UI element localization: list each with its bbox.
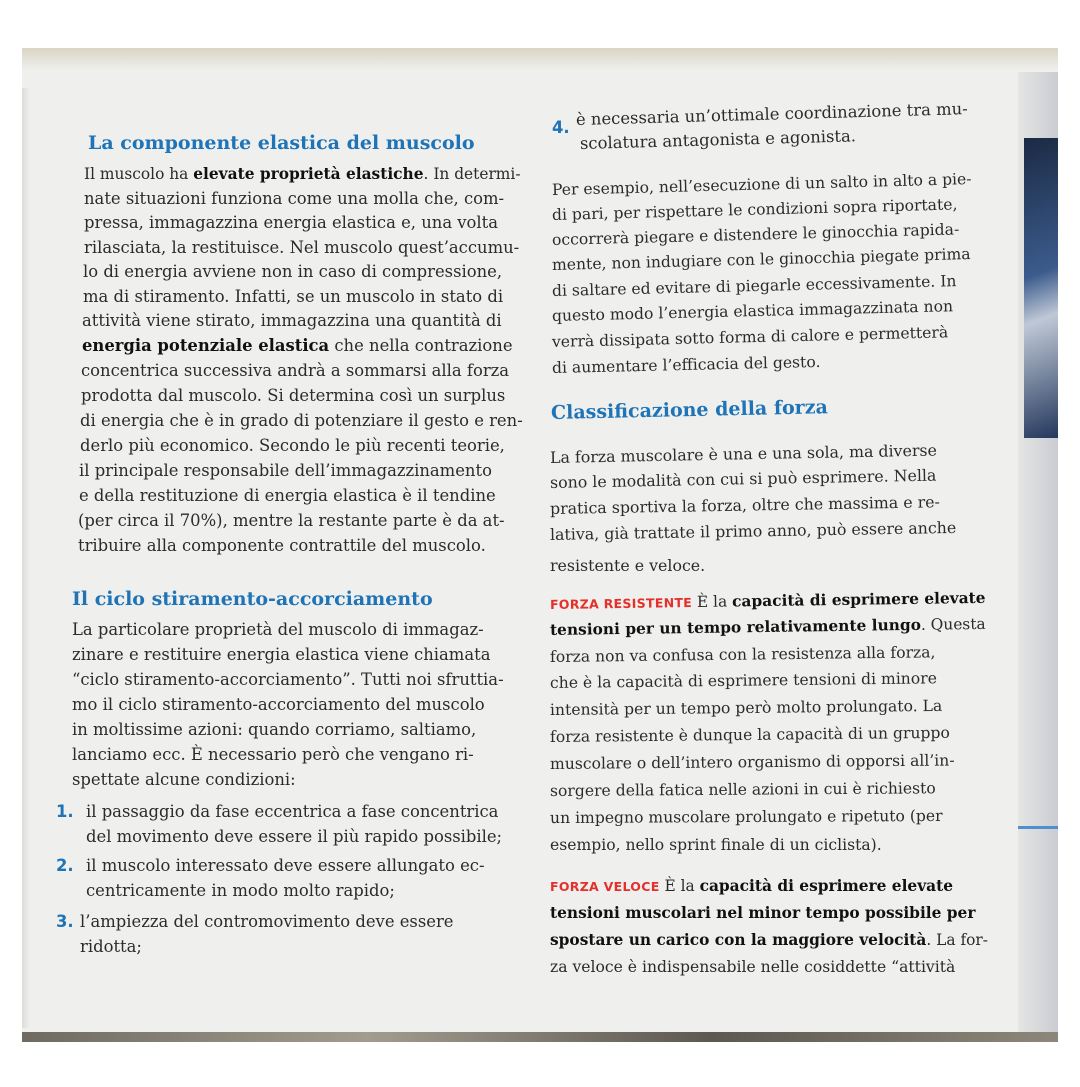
forza-veloce-line-3: za veloce è indispensabile nelle cosiddette “attività — [550, 958, 956, 976]
para1-line-7 — [82, 336, 513, 356]
page-bottom-strip — [22, 1032, 1058, 1042]
list-item-1-line-1: del movimento deve essere il più rapido possibile; — [86, 827, 503, 846]
para1-line-11: derlo più economico. Secondo le più recenti teorie, — [80, 436, 505, 455]
para3-line-0: La forza muscolare è una e una sola, ma diverse — [549, 440, 938, 467]
list-number-4: 4. — [552, 118, 570, 137]
para1-line-1: nate situazioni funziona come una molla che, com- — [84, 189, 505, 208]
para2-line-0: La particolare proprietà del muscolo di immagaz- — [72, 620, 484, 639]
para1-line-8: concentrica successiva andrà a sommarsi alla forza — [81, 361, 510, 380]
bold-span: tensioni muscolari nel minor tempo possibile per — [550, 904, 976, 922]
forza-resistente-line-4: intensità per un tempo però molto prolungato. La — [549, 696, 943, 719]
para2-line-2: “ciclo stiramento-accorciamento”. Tutti noi sfruttia- — [72, 670, 504, 689]
list-number-3: 3. — [56, 912, 74, 931]
list-item-3-line-0: l’ampiezza del contromovimento deve essere — [80, 912, 454, 931]
text-span: . La for- — [926, 931, 988, 949]
forza-veloce-line-0 — [550, 876, 953, 897]
example-line-2: occorrerà piegare e distendere le ginocchia rapida- — [551, 220, 960, 249]
bold-span: energia potenziale elastica — [82, 336, 330, 355]
bold-span: elevate proprietà elastiche — [193, 165, 424, 183]
example-line-0: Per esempio, nell’esecuzione di un salto in alto a pie- — [551, 170, 972, 199]
example-line-6: verrà dissipata sotto forma di calore e permetterà — [551, 323, 949, 351]
list-item-4-line-0: è necessaria un’ottimale coordinazione tra mu- — [575, 99, 968, 129]
forza-resistente-label: FORZA RESISTENTE — [549, 595, 693, 612]
list-item-1-line-0: il passaggio da fase eccentrica a fase concentrica — [86, 802, 499, 821]
para3-line-3: lativa, già trattate il primo anno, può essere anche — [549, 517, 957, 544]
forza-resistente-line-2: forza non va confusa con la resistenza alla forza, — [549, 643, 936, 666]
para1-line-6: attività viene stirato, immagazzina una quantità di — [82, 311, 502, 330]
para1-line-12: il principale responsabile dell’immagazzinamento — [79, 461, 492, 480]
text-span: . Questa — [920, 614, 986, 634]
para1-line-13: e della restituzione di energia elastica è il tendine — [79, 486, 496, 505]
text-span: Il muscolo ha — [84, 165, 194, 183]
forza-resistente-line-7: sorgere della fatica nelle azioni in cui è richiesto — [549, 779, 936, 800]
para3-line-2: pratica sportiva la forza, oltre che massima e re- — [549, 492, 941, 518]
list-item-3-line-1: ridotta; — [80, 937, 142, 956]
heading-classificazione-forza: Classificazione della forza — [550, 396, 829, 424]
example-line-3: mente, non indugiare con le ginocchia piegate prima — [551, 245, 971, 274]
bold-span: tensioni per un tempo relativamente lungo — [549, 615, 922, 639]
example-line-7: di aumentare l’efficacia del gesto. — [551, 352, 821, 377]
para3-line-1: sono le modalità con cui si può esprimere. Nella — [549, 465, 937, 492]
text-span: . In determi- — [423, 165, 521, 183]
text-span: È la — [659, 877, 700, 895]
para1-line-3: rilasciata, la restituisce. Nel muscolo quest’accumu- — [84, 238, 520, 257]
list-number-1: 1. — [56, 802, 74, 821]
para2-line-6: spettate alcune condizioni: — [72, 770, 296, 789]
heading-ciclo-stiramento: Il ciclo stiramento-accorciamento — [72, 588, 433, 610]
para1-line-0 — [84, 164, 521, 184]
list-item-2-line-0: il muscolo interessato deve essere allungato ec- — [86, 856, 485, 875]
para3-line-4: resistente e veloce. — [550, 556, 706, 575]
para1-line-9: prodotta dal muscolo. Si determina così un surplus — [81, 386, 506, 405]
list-item-4-line-1: scolatura antagonista e agonista. — [579, 126, 857, 153]
bold-span: capacità di esprimere elevate — [699, 877, 954, 895]
para1-line-4: lo di energia avviene non in caso di compressione, — [83, 262, 503, 281]
para2-line-4: in moltissime azioni: quando corriamo, saltiamo, — [72, 720, 477, 739]
para1-line-5: ma di stiramento. Infatti, se un muscolo in stato di — [83, 287, 504, 306]
page-left-edge — [22, 88, 30, 1028]
para1-line-15: tribuire alla componente contrattile del muscolo. — [78, 536, 486, 555]
forza-resistente-line-6: muscolare o dell’intero organismo di opporsi all’in- — [549, 751, 955, 773]
forza-resistente-line-8: un impegno muscolare prolungato e ripetuto (per — [549, 806, 943, 827]
bold-span: capacità di esprimere elevate — [731, 588, 986, 611]
text-span: È la — [691, 592, 733, 612]
photo-strip-image — [1024, 138, 1058, 438]
forza-veloce-label: FORZA VELOCE — [550, 879, 660, 894]
heading-componente-elastica: La componente elastica del muscolo — [88, 132, 475, 154]
para2-line-1: zinare e restituire energia elastica viene chiamata — [72, 645, 491, 664]
text-span: che nella contrazione — [329, 336, 513, 355]
list-item-2-line-1: centricamente in modo molto rapido; — [86, 881, 395, 900]
page-top-shadow — [22, 48, 1058, 70]
para1-line-10: di energia che è in grado di potenziare il gesto e ren- — [80, 411, 523, 430]
forza-resistente-line-3: che è la capacità di esprimere tensioni di minore — [549, 669, 937, 692]
para1-line-2: pressa, immagazzina energia elastica e, una volta — [84, 213, 499, 232]
forza-veloce-line-1 — [550, 903, 975, 923]
para2-line-3: mo il ciclo stiramento-accorciamento del muscolo — [72, 695, 485, 714]
para1-line-14: (per circa il 70%), mentre la restante parte è da at- — [78, 511, 505, 530]
example-line-1: di pari, per rispettare le condizioni sopra riportate, — [551, 195, 958, 224]
example-line-4: di saltare ed evitare di piegarle eccessivamente. In — [551, 272, 957, 300]
forza-resistente-line-5: forza resistente è dunque la capacità di un gruppo — [549, 723, 950, 746]
bold-span: spostare un carico con la maggiore velocità — [550, 931, 927, 949]
list-number-2: 2. — [56, 856, 74, 875]
example-line-5: questo modo l’energia elastica immagazzinata non — [551, 297, 954, 325]
forza-veloce-line-2 — [550, 930, 988, 950]
para2-line-5: lanciamo ecc. È necessario però che vengano ri- — [72, 745, 474, 764]
blue-rule — [1018, 826, 1058, 829]
forza-resistente-line-9: esempio, nello sprint finale di un ciclista). — [550, 836, 882, 854]
